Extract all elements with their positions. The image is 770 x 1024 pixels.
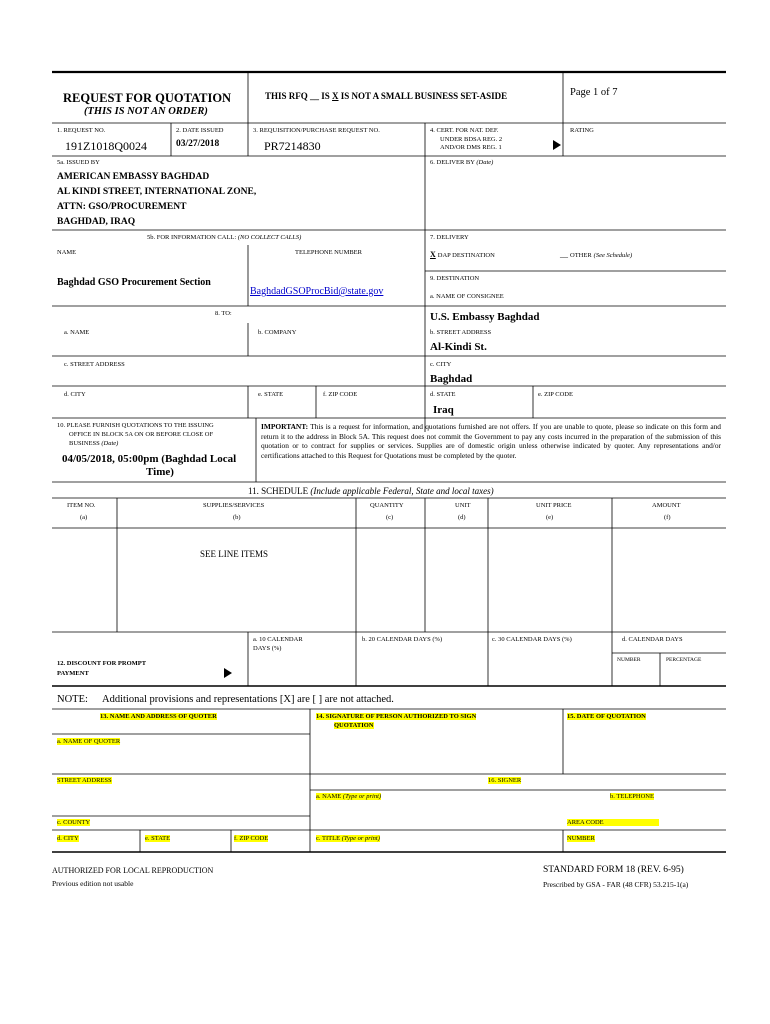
request-no-label: 1. REQUEST NO. bbox=[57, 127, 106, 134]
col-unit-sub: (d) bbox=[458, 514, 466, 521]
footer-standard-form: STANDARD FORM 18 (REV. 6-95) bbox=[543, 865, 684, 875]
schedule-title: 11. SCHEDULE (Include applicable Federal, State and local taxes) bbox=[248, 486, 494, 496]
to-name-label: a. NAME bbox=[64, 329, 90, 336]
info-call-label: 5b. FOR INFORMATION CALL: (NO COLLECT CALLS) bbox=[147, 234, 302, 241]
dest-state-label: d. STATE bbox=[430, 391, 456, 398]
note-label: NOTE: bbox=[57, 694, 88, 705]
cert-label-1: 4. CERT. FOR NAT. DEF. bbox=[430, 127, 499, 134]
delivery-dap-option[interactable]: X DAP DESTINATION bbox=[430, 250, 495, 259]
info-contact-name: Baghdad GSO Procurement Section bbox=[57, 277, 211, 288]
quoter-zip-label: f. ZIP CODE bbox=[234, 835, 269, 842]
quoter-street-label: STREET ADDRESS bbox=[57, 777, 112, 784]
to-company-label: b. COMPANY bbox=[258, 329, 297, 336]
quoter-name-label: a. NAME OF QUOTER bbox=[57, 738, 121, 745]
rating-label: RATING bbox=[570, 127, 594, 134]
dest-city-value: Baghdad bbox=[430, 373, 473, 385]
discount-d: d. CALENDAR DAYS bbox=[622, 636, 683, 643]
destination-label: 9. DESTINATION bbox=[430, 275, 480, 282]
note-text: Additional provisions and representations [X] are [ ] are not attached. bbox=[102, 694, 394, 705]
form-title: REQUEST FOR QUOTATION bbox=[63, 91, 232, 105]
to-city-label: d. CITY bbox=[64, 391, 86, 398]
page-number: Page 1 of 7 bbox=[570, 87, 618, 98]
form-subtitle: (THIS IS NOT AN ORDER) bbox=[84, 106, 208, 117]
col-supplies: SUPPLIES/SERVICES bbox=[203, 502, 265, 509]
date-issued[interactable]: 03/27/2018 bbox=[176, 139, 220, 149]
furnish-label-3: BUSINESS (Date) bbox=[69, 440, 119, 447]
footer-previous-edition: Previous edition not usable bbox=[52, 879, 134, 888]
furnish-deadline-2: Time) bbox=[146, 466, 174, 478]
dest-street-value: Al-Kindi St. bbox=[430, 341, 487, 353]
col-unit: UNIT bbox=[455, 502, 471, 509]
issued-by-line-4: BAGHDAD, IRAQ bbox=[57, 217, 136, 227]
block-15-label: 15. DATE OF QUOTATION bbox=[567, 713, 646, 720]
furnish-label-1: 10. PLEASE FURNISH QUOTATIONS TO THE ISSUING bbox=[57, 422, 214, 429]
cert-label-3: AND/OR DMS REG. 1 bbox=[440, 144, 502, 151]
schedule-body-text: SEE LINE ITEMS bbox=[200, 549, 268, 559]
important-notice: IMPORTANT: This is a request for information, and quotations furnished are not offers. If you are unable to quote, please so indicate on this form and return it to the address in Block 5A. This request does not commit the Government to pay any costs incurred in the preparation of the submission of this quotation or to contract for supplies or services. Supplies are of domestic origin unless otherwise indicated by quoter. Any representations and/or certifications attached to this Request for Quotations must be completed by the quoter. bbox=[261, 422, 721, 460]
to-zip-label: f. ZIP CODE bbox=[323, 391, 358, 398]
request-no[interactable]: 191Z1018Q0024 bbox=[65, 139, 147, 153]
col-unit-price: UNIT PRICE bbox=[536, 502, 572, 509]
issued-by-line-3: ATTN: GSO/PROCUREMENT bbox=[57, 202, 187, 212]
dest-city-label: c. CITY bbox=[430, 361, 452, 368]
furnish-label-2: OFFICE IN BLOCK 5A ON OR BEFORE CLOSE OF bbox=[69, 431, 214, 438]
discount-percentage-label: PERCENTAGE bbox=[666, 657, 702, 663]
block-13-label: 13. NAME AND ADDRESS OF QUOTER bbox=[100, 713, 217, 720]
col-amount: AMOUNT bbox=[652, 502, 681, 509]
col-item-no-sub: (a) bbox=[80, 514, 88, 521]
dest-zip-label: e. ZIP CODE bbox=[538, 391, 573, 398]
signer-label: 16. SIGNER bbox=[488, 777, 522, 784]
col-quantity: QUANTITY bbox=[370, 502, 404, 509]
consignee-label: a. NAME OF CONSIGNEE bbox=[430, 293, 504, 300]
furnish-deadline-1: 04/05/2018, 05:00pm (Baghdad Local bbox=[62, 453, 237, 465]
discount-c: c. 30 CALENDAR DAYS (%) bbox=[492, 636, 572, 643]
block-14-label-2: QUOTATION bbox=[334, 722, 374, 729]
quoter-county-label: c. COUNTY bbox=[57, 819, 91, 826]
dest-street-label: b. STREET ADDRESS bbox=[430, 329, 492, 336]
cert-label-2: UNDER BDSA REG. 2 bbox=[440, 136, 503, 143]
requisition-no[interactable]: PR7214830 bbox=[264, 139, 321, 153]
col-unit-price-sub: (e) bbox=[546, 514, 554, 521]
signer-name-label: a. NAME (Type or print) bbox=[316, 793, 382, 800]
to-state-label: e. STATE bbox=[258, 391, 284, 398]
arrow-right-icon bbox=[553, 140, 561, 150]
delivery-other-option[interactable]: __ OTHER (See Schedule) bbox=[560, 250, 633, 259]
dest-state-value: Iraq bbox=[433, 404, 454, 416]
signer-number-label: NUMBER bbox=[567, 835, 595, 842]
set-aside-statement: THIS RFQ __ IS X IS NOT A SMALL BUSINESS SET-ASIDE bbox=[265, 91, 508, 101]
col-quantity-sub: (c) bbox=[386, 514, 394, 521]
consignee-value: U.S. Embassy Baghdad bbox=[430, 311, 540, 323]
footer-reproduction: AUTHORIZED FOR LOCAL REPRODUCTION bbox=[52, 866, 214, 875]
issued-by-line-2: AL KINDI STREET, INTERNATIONAL ZONE, bbox=[57, 187, 257, 197]
quoter-state-label: e. STATE bbox=[145, 835, 171, 842]
col-supplies-sub: (b) bbox=[233, 514, 241, 521]
info-email-link[interactable]: BaghdadGSOProcBid@state.gov bbox=[250, 286, 384, 297]
footer-prescribed-by: Prescribed by GSA - FAR (48 CFR) 53.215-1(a) bbox=[543, 880, 689, 889]
discount-a-1: a. 10 CALENDAR bbox=[253, 636, 303, 643]
delivery-label: 7. DELIVERY bbox=[430, 234, 469, 241]
discount-label-2: PAYMENT bbox=[57, 670, 89, 677]
area-code-label: AREA CODE bbox=[567, 820, 659, 827]
col-amount-sub: (f) bbox=[664, 514, 671, 521]
requisition-label: 3. REQUISITION/PURCHASE REQUEST NO. bbox=[253, 127, 380, 134]
to-label: 8. TO: bbox=[215, 310, 232, 317]
discount-number-label: NUMBER bbox=[617, 657, 641, 663]
signer-title-label: c. TITLE (Type or print) bbox=[316, 835, 380, 842]
discount-label-1: 12. DISCOUNT FOR PROMPT bbox=[57, 660, 147, 667]
quoter-city-label: d. CITY bbox=[57, 835, 79, 842]
discount-a-2: DAYS (%) bbox=[253, 645, 282, 652]
discount-b: b. 20 CALENDAR DAYS (%) bbox=[362, 636, 443, 643]
arrow-right-icon bbox=[224, 668, 232, 678]
info-name-label: NAME bbox=[57, 249, 77, 256]
issued-by-label: 5a. ISSUED BY bbox=[57, 159, 100, 166]
issued-by-line-1: AMERICAN EMBASSY BAGHDAD bbox=[57, 172, 210, 182]
telephone-label: b. TELEPHONE bbox=[610, 793, 654, 800]
block-14-label-1: 14. SIGNATURE OF PERSON AUTHORIZED TO SIGN bbox=[316, 713, 477, 720]
info-phone-label: TELEPHONE NUMBER bbox=[295, 249, 362, 256]
col-item-no: ITEM NO. bbox=[67, 502, 96, 509]
date-issued-label: 2. DATE ISSUED bbox=[176, 127, 224, 134]
deliver-by-label: 6. DELIVER BY (Date) bbox=[430, 159, 494, 166]
to-street-label: c. STREET ADDRESS bbox=[64, 361, 125, 368]
